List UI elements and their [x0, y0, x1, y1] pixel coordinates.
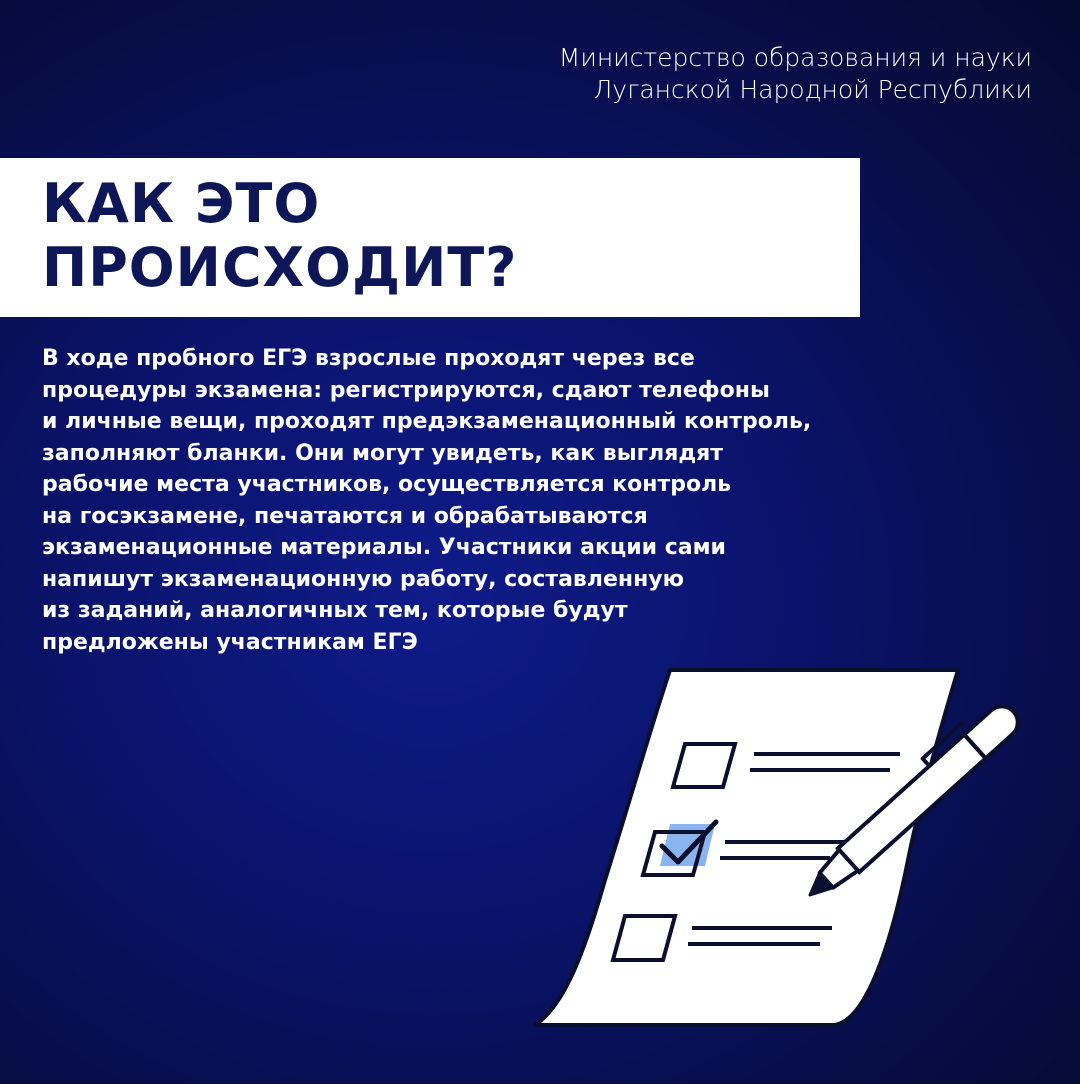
body-line: процедуры экзамена: регистрируются, сдают телефоны — [42, 377, 770, 403]
body-line: экзаменационные материалы. Участники акции сами — [42, 535, 726, 560]
body-line: предложены участникам ЕГЭ — [42, 629, 418, 655]
body-line: заполняют бланки. Они могут увидеть, как выглядят — [42, 440, 723, 466]
body-line: из заданий, аналогичных тем, которые будут — [42, 598, 628, 623]
title-banner — [0, 158, 860, 317]
title-line-1: КАК ЭТО — [42, 172, 321, 235]
body-line: и личные вещи, проходят предэкзаменационный контроль, — [42, 409, 812, 434]
body-line: напишут экзаменационную работу, составленную — [42, 566, 685, 592]
ministry-name — [412, 42, 1032, 106]
title-line-2: ПРОИСХОДИТ? — [42, 236, 518, 299]
body-line: В ходе пробного ЕГЭ взрослые проходят через все — [42, 346, 695, 371]
ministry-line-2: Луганской Народной Республики — [593, 75, 1032, 104]
page-title — [42, 172, 517, 300]
body-line: рабочие места участников, осуществляется контроль — [42, 472, 732, 497]
paper-sheet — [535, 670, 958, 1025]
checklist-with-pen-icon — [520, 650, 1080, 1084]
ministry-line-1: Министерство образования и науки — [558, 43, 1032, 72]
body-paragraph — [42, 343, 882, 658]
body-line: на госэкзамене, печатаются и обрабатываются — [42, 503, 648, 529]
